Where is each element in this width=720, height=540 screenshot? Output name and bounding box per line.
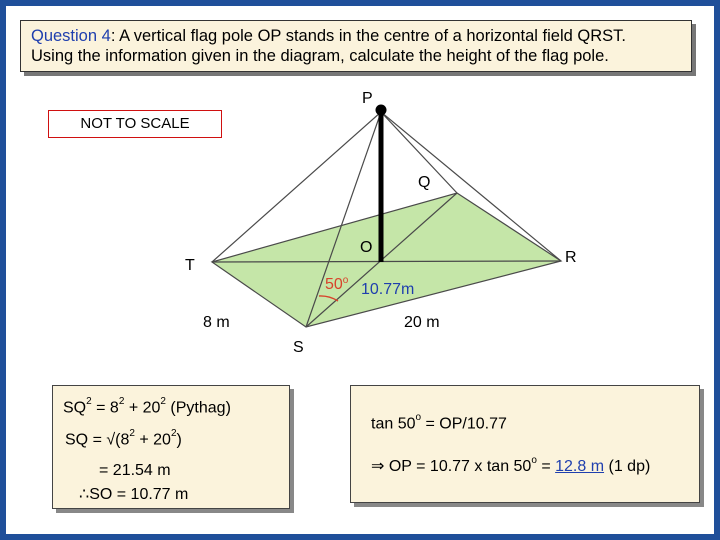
pythag-line: $SQ^2 = 8^2 + 20^2$ (Pythag) (63, 396, 231, 417)
so-result-line: ∴SO = 10.77 m (79, 486, 189, 503)
sq-result-line: = 21.54 m (99, 462, 171, 479)
label-20m: 20 m (404, 314, 440, 331)
label-so-length: 10.77m (361, 281, 415, 298)
label-o: O (360, 239, 373, 256)
label-8m: 8 m (203, 314, 230, 331)
working-left-box (52, 385, 290, 509)
sqrt-line: SQ = $√(8^2 + 20^2)$ (65, 428, 182, 449)
label-r: R (565, 249, 577, 266)
label-p: P (362, 90, 373, 107)
working-right-box (350, 385, 700, 503)
label-s: S (293, 339, 304, 356)
angle-label: 50$^o$ (325, 275, 349, 293)
answer-value: 12.8 m (555, 458, 605, 475)
label-t: T (185, 257, 195, 274)
pole-top (376, 105, 387, 116)
field-qrst (212, 193, 561, 327)
op-answer-line: ⇒ OP = 10.77 x $\tan 50^o = 12.8$ m (1 dp) (371, 454, 651, 475)
not-to-scale-label: NOT TO SCALE (48, 110, 222, 138)
label-q: Q (418, 174, 431, 191)
question-text-line1: : A vertical flag pole OP stands in the centre of a horizontal field QRST. (110, 27, 626, 45)
tan-line: $\tan 50^o = OP/10.77$ (371, 412, 507, 433)
question-text-line2: Using the information given in the diagram, calculate the height of the flag pole. (31, 47, 609, 65)
question-number: Question 4 (31, 27, 111, 45)
